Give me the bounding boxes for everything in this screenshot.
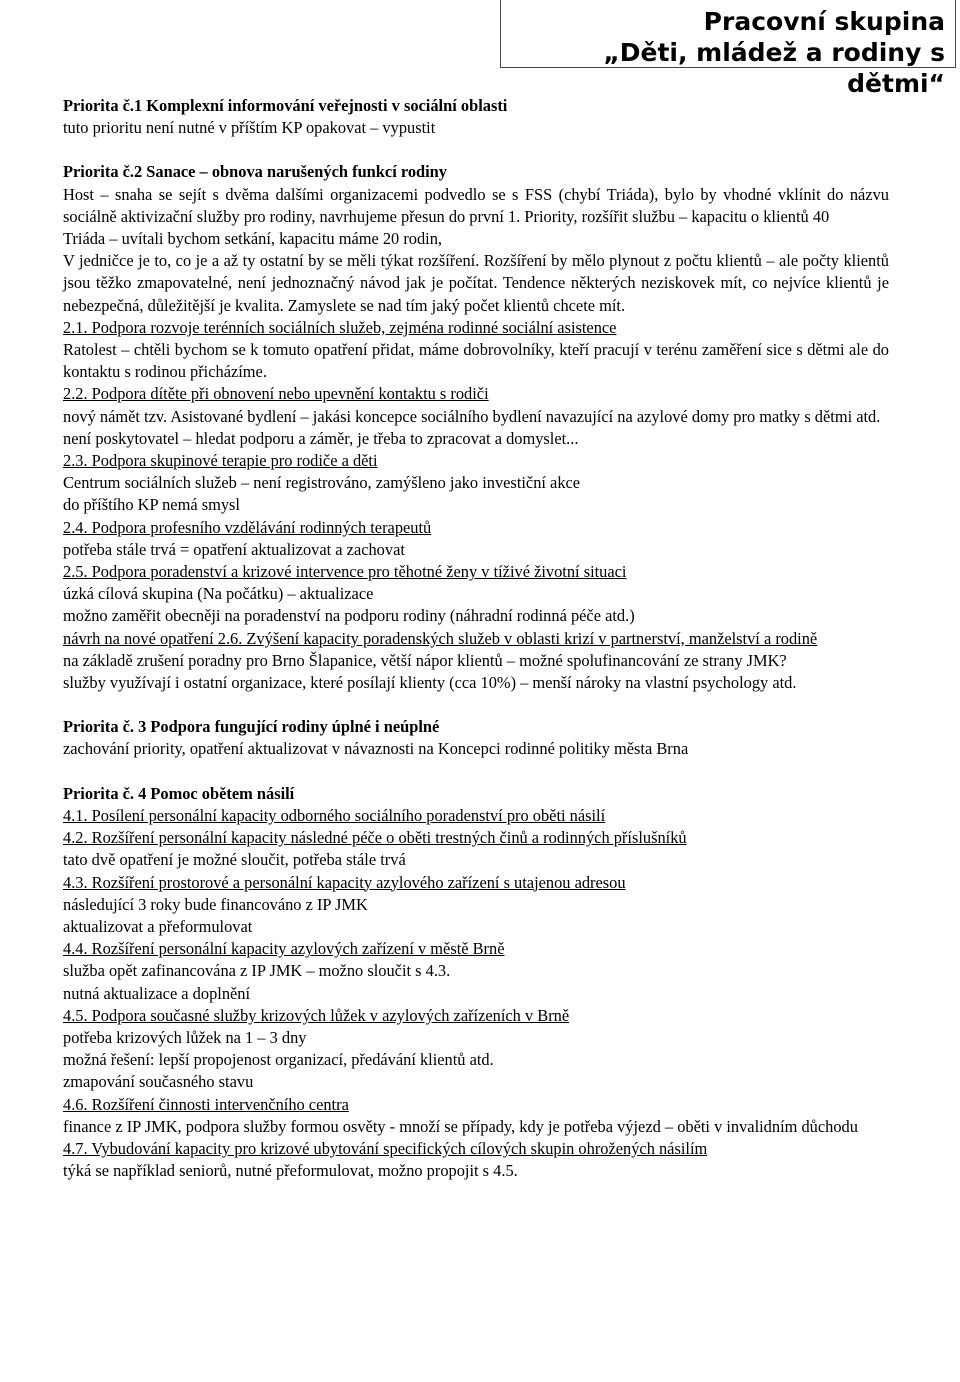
measure-heading: 2.5. Podpora poradenství a krizové intervence pro těhotné ženy v tíživé životní situaci [63,562,627,582]
measure-heading: 2.1. Podpora rozvoje terénních sociálních služeb, zejména rodinné sociální asistence [63,317,617,337]
measure-heading: 4.2. Rozšíření personální kapacity následné péče o oběti trestných činů a rodinných příslušníků [63,828,687,848]
paragraph: na základě zrušení poradny pro Brno Šlapanice, větší nápor klientů – možné spolufinancování ze strany JMK? [63,650,787,670]
paragraph: zmapování současného stavu [63,1072,254,1092]
paragraph: možná řešení: lepší propojenost organizací, předávání klientů atd. [63,1050,494,1070]
paragraph: Triáda – uvítali bychom setkání, kapacitu máme 20 rodin, [63,229,443,249]
header-line-1: Pracovní skupina [703,7,945,36]
paragraph: služba opět zafinancována z IP JMK – možno sloučit s 4.3. [63,961,451,981]
header-line-2: „Děti, mládež a rodiny s dětmi“ [603,38,945,98]
measure-heading: 4.6. Rozšíření činnosti intervenčního centra [63,1094,349,1114]
priority-heading: Priorita č. 3 Podpora fungující rodiny úplné i neúplné [63,717,440,737]
paragraph: aktualizovat a přeformulovat [63,916,253,936]
priority-section [63,783,889,1183]
measure-heading: 4.7. Vybudování kapacity pro krizové ubytování specifických cílových skupin ohrožených násilím [63,1138,708,1158]
measure-heading: 2.3. Podpora skupinové terapie pro rodiče a děti [63,451,378,471]
paragraph: úzká cílová skupina (Na počátku) – aktualizace [63,584,374,604]
block-spacer [63,694,889,716]
paragraph: potřeba stále trvá = opatření aktualizovat a zachovat [63,539,405,559]
paragraph: týká se například seniorů, nutné přeformulovat, možno propojit s 4.5. [63,1161,518,1181]
paragraph: do příštího KP nemá smysl [63,495,240,515]
block-spacer [63,139,889,161]
paragraph: nutná aktualizace a doplnění [63,983,251,1003]
measure-heading: 2.4. Podpora profesního vzdělávání rodinných terapeutů [63,517,432,537]
paragraph: možno zaměřit obecněji na poradenství na podporu rodiny (náhradní rodinná péče atd.) [63,606,635,626]
priority-section [63,716,889,760]
measure-heading: 2.2. Podpora dítěte při obnovení nebo upevnění kontaktu s rodiči [63,384,489,404]
paragraph: Ratolest – chtěli bychom se k tomuto opatření přidat, máme dobrovolníky, kteří pracují v terénu zaměření sice s dětmi ale do kontaktu s rodinou přicházíme. [63,340,889,382]
paragraph: potřeba krizových lůžek na 1 – 3 dny [63,1027,307,1047]
measure-heading: 4.4. Rozšíření personální kapacity azylových zařízení v městě Brně [63,939,505,959]
priority-heading: Priorita č. 4 Pomoc obětem násilí [63,783,295,803]
block-spacer [63,761,889,783]
paragraph: tuto prioritu není nutné v příštím KP opakovat – vypustit [63,118,436,138]
priority-heading: Priorita č.1 Komplexní informování veřejnosti v sociální oblasti [63,96,508,115]
paragraph: finance z IP JMK, podpora služby formou osvěty - množí se případy, kdy je potřeba výjezd – oběti v invalidním důchodu [63,1116,858,1136]
priority-heading: Priorita č.2 Sanace – obnova narušených funkcí rodiny [63,162,447,182]
paragraph: tato dvě opatření je možné sloučit, potřeba stále trvá [63,850,406,870]
paragraph: Centrum sociálních služeb – není registrováno, zamýšleno jako investiční akce [63,473,581,493]
paragraph: služby využívají i ostatní organizace, které posílají klienty (cca 10%) – menší nároky na vlastní psychology atd. [63,673,797,693]
paragraph: následující 3 roky bude financováno z IP JMK [63,894,368,914]
paragraph: není poskytovatel – hledat podporu a záměr, je třeba to zpracovat a domyslet... [63,428,579,448]
priority-section [63,95,889,139]
priority-section [63,161,889,694]
document-body [63,95,889,1182]
paragraph: zachování priority, opatření aktualizovat v návaznosti na Koncepci rodinné politiky města Brna [63,739,689,759]
paragraph: V jedničce je to, co je a až ty ostatní by se měli týkat rozšíření. Rozšíření by mělo plynout z počtu klientů – ale počty klientů jsou těžko zmapovatelné, není jednoznačný návod jak je počítat. Tendence některých neziskovek mít, co nejvíce klientů je nebezpečná, důležitější je kvalita. Zamyslete se nad tím jaký počet klientů chcete mít. [63,251,889,315]
measure-heading: 4.5. Podpora současné služby krizových lůžek v azylových zařízeních v Brně [63,1005,570,1025]
paragraph: Host – snaha se sejít s dvěma dalšími organizacemi podvedlo se s FSS (chybí Triáda), bylo by vhodné vklínit do názvu sociálně aktivizační služby pro rodiny, navrhujeme přesun do první 1. Priority, rozšířit službu – kapacitu o klientů 40 [63,184,889,226]
paragraph: nový námět tzv. Asistované bydlení – jakási koncepce sociálního bydlení navazující na azylové domy pro matky s dětmi atd. [63,406,881,426]
measure-heading: 4.3. Rozšíření prostorové a personální kapacity azylového zařízení s utajenou adresou [63,872,626,892]
measure-heading: návrh na nové opatření 2.6. Zvýšení kapacity poradenských služeb v oblasti krizí v partnerství, manželství a rodině [63,628,818,648]
working-group-header [500,0,956,98]
measure-heading: 4.1. Posílení personální kapacity odborného sociálního poradenství pro oběti násilí [63,805,606,825]
